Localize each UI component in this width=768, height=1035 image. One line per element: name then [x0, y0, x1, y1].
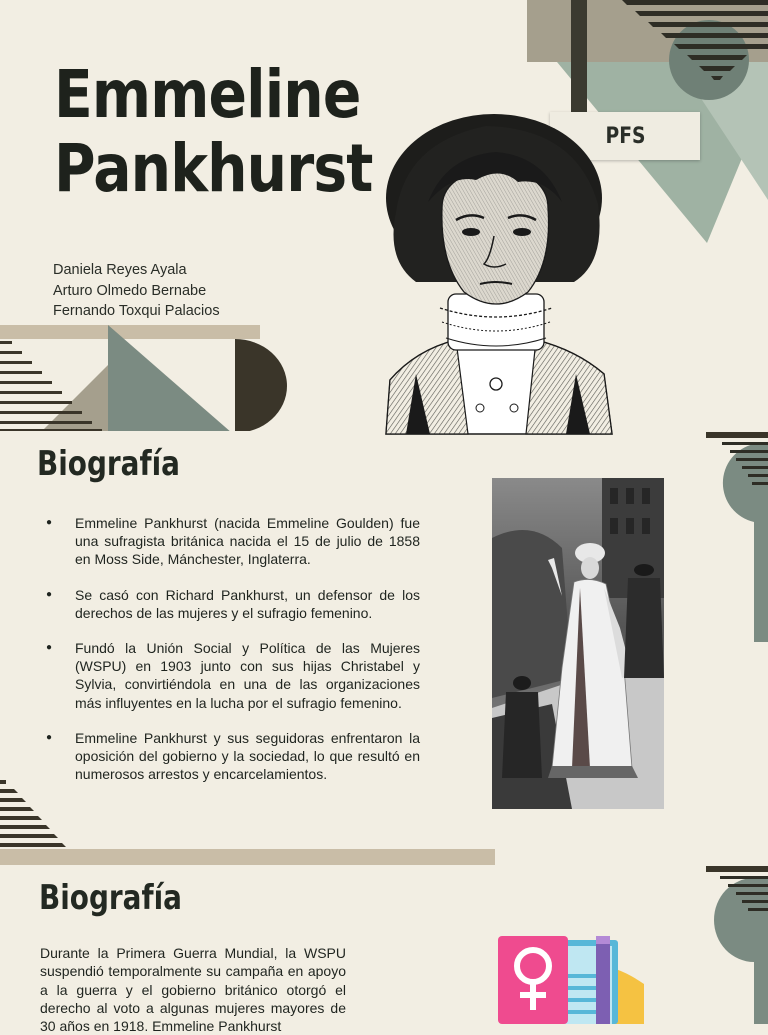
author-2: Arturo Olmedo Bernabe	[53, 282, 207, 299]
right-lower-decoration	[706, 866, 768, 1024]
author-list	[53, 260, 220, 322]
list-item: ● Emmeline Pankhurst (nacida Emmeline Goulden) fue una sufragista británica nacida el 15 de julio de 1858 en Moss Side, Mánchester, Inglaterra.	[46, 514, 420, 569]
author-3: Fernando Toxqui Palacios	[53, 303, 220, 319]
left-lower-decoration	[0, 780, 80, 850]
title-line-2: Pankhurst	[54, 130, 373, 207]
section-divider-bar	[0, 849, 495, 865]
section2-heading: Biografía	[39, 878, 182, 918]
section2-paragraph: Durante la Primera Guerra Mundial, la WSPU suspendió temporalmente su campaña en apoyo a la guerra y el gobierno británico otorgó el derecho al voto a algunas mujeres mayores de 30 años en 1918. Emmeline Pankhurst	[40, 945, 346, 1035]
title-line-1: Emmeline	[54, 56, 361, 133]
section1-heading: Biografía	[37, 444, 180, 484]
biography-bullet-list	[46, 514, 420, 800]
left-band-decoration	[0, 325, 290, 435]
venus-notebook-icon	[496, 934, 646, 1024]
page-title	[54, 56, 373, 207]
list-item: ● Fundó la Unión Social y Política de las Mujeres (WSPU) en 1903 junto con sus hijas Christabel y Sylvia, convirtiéndola en una de las organizaciones más influyentes en la lucha por el sufragio femenino.	[46, 639, 420, 712]
badge-label: PFS	[605, 123, 645, 149]
list-item: ● Emmeline Pankhurst y sus seguidoras enfrentaron la oposición del gobierno y la sociedad, lo que resultó en numerosos arrestos y encarcelamientos.	[46, 729, 420, 784]
historic-photo	[492, 478, 664, 809]
author-1: Daniela Reyes Ayala	[53, 262, 187, 278]
portrait-engraving	[376, 112, 616, 434]
right-mid-decoration	[706, 432, 768, 642]
list-item: ● Se casó con Richard Pankhurst, un defensor de los derechos de las mujeres y el sufragio femenino.	[46, 586, 420, 622]
